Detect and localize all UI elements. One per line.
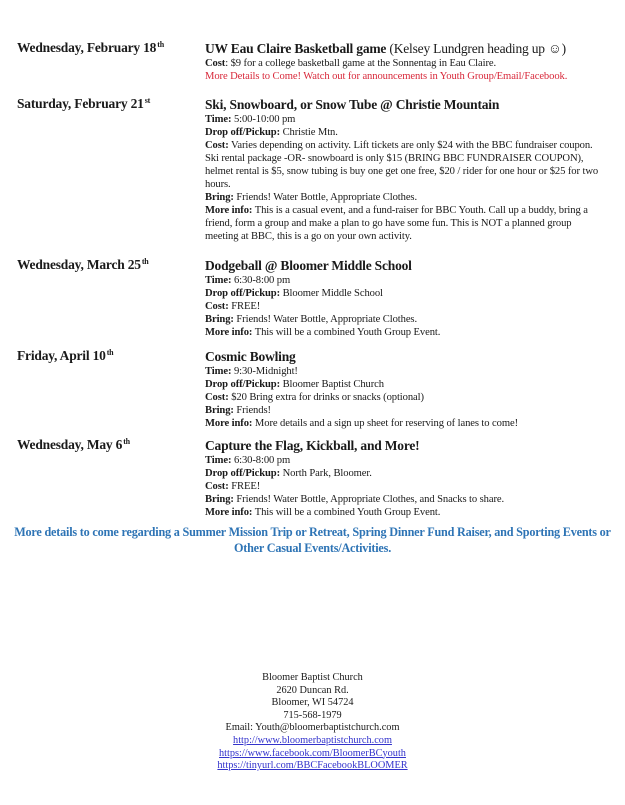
event-more-info [205, 326, 600, 339]
time-label: Time: [205, 114, 232, 125]
cost-value: FREE! [231, 301, 261, 312]
cost-label: Cost: [205, 392, 229, 403]
event-cost [205, 139, 600, 152]
dropoff-label: Drop off/Pickup: [205, 379, 281, 390]
date-suffix: th [106, 348, 114, 357]
time-value: 6:30-8:00 pm [233, 275, 291, 286]
more-info-label: More info: [205, 507, 253, 518]
tinyurl-link[interactable]: https://tinyurl.com/BBCFacebookBLOOMER [217, 760, 408, 772]
event-cost [205, 480, 600, 493]
event-title [205, 40, 600, 57]
cost-label: Cost [205, 58, 226, 69]
cost-value: Varies depending on activity. Lift tickets are only $24 with the BBC fundraiser coupon. [231, 140, 593, 151]
cost-label: Cost: [205, 301, 229, 312]
contact-footer [0, 672, 625, 773]
event-body [205, 437, 600, 519]
cost-label: Cost: [205, 481, 229, 492]
facebook-link[interactable]: https://www.facebook.com/BloomerBCyouth [219, 747, 406, 759]
more-info-label: More info: [205, 205, 253, 216]
event-cost [205, 391, 600, 404]
time-label: Time: [205, 455, 232, 466]
more-info-label: More info: [205, 327, 253, 338]
date-suffix: st [144, 96, 151, 105]
time-value: 6:30-8:00 pm [233, 455, 291, 466]
phone-number: 715-568-1979 [283, 709, 342, 721]
event-cost [205, 57, 600, 70]
cost-value: $20 Bring extra for drinks or snacks (optional) [231, 392, 424, 403]
street-address: 2620 Duncan Rd. [276, 684, 349, 696]
event-body [205, 257, 600, 339]
dropoff-label: Drop off/Pickup: [205, 468, 281, 479]
event-bring [205, 313, 600, 326]
bring-label: Bring: [205, 192, 234, 203]
event-cost [205, 300, 600, 313]
event-title: Dodgeball @ Bloomer Middle School [205, 258, 412, 273]
event-time [205, 454, 600, 467]
event-dropoff [205, 126, 600, 139]
time-value: 5:00-10:00 pm [233, 114, 296, 125]
bring-label: Bring: [205, 314, 234, 325]
event-more-info [205, 417, 600, 430]
time-label: Time: [205, 366, 232, 377]
sep: : [225, 58, 231, 69]
event-date [17, 437, 130, 453]
more-info-label: More info: [205, 418, 253, 429]
event-body [205, 348, 600, 430]
title-text: UW Eau Claire Basketball game [205, 41, 387, 56]
event-highlight: More Details to Come! Watch out for announcements in Youth Group/Email/Facebook. [205, 71, 568, 82]
website-link[interactable]: http://www.bloomerbaptistchurch.com [233, 734, 392, 746]
more-info-value: More details and a sign up sheet for reserving of lanes to come! [254, 418, 518, 429]
event-dropoff [205, 467, 600, 480]
bring-value: Friends! Water Bottle, Appropriate Clothes. [236, 192, 417, 203]
event-date [17, 96, 150, 112]
more-info-value: This is a casual event, and a fund-raiser for BBC Youth. Call up a buddy, bring a friend, form a group and make a plan to go have some fun. This is NOT a planned group meeting at BBC, this is a go on your own activity. [205, 205, 588, 242]
city-state-zip: Bloomer, WI 54724 [271, 697, 354, 709]
event-date [17, 257, 149, 273]
more-info-value: This will be a combined Youth Group Event. [254, 507, 441, 518]
closing-note: More details to come regarding a Summer Mission Trip or Retreat, Spring Dinner Fund Raiser, and Sporting Events or Other Casual Events/Activities. [14, 525, 611, 555]
event-bring [205, 191, 600, 204]
bring-value: Friends! Water Bottle, Appropriate Clothes, and Snacks to share. [236, 494, 505, 505]
event-body [205, 96, 600, 243]
time-label: Time: [205, 275, 232, 286]
event-date [17, 348, 113, 364]
dropoff-label: Drop off/Pickup: [205, 288, 281, 299]
title-note: (Kelsey Lundgren heading up ☺) [389, 41, 566, 56]
bring-label: Bring: [205, 405, 234, 416]
event-more-info [205, 506, 600, 519]
cost-value: FREE! [231, 481, 261, 492]
time-value: 9:30-Midnight! [233, 366, 298, 377]
event-title: Ski, Snowboard, or Snow Tube @ Christie Mountain [205, 97, 500, 112]
event-dropoff [205, 378, 600, 391]
date-text: Wednesday, March 25 [17, 257, 141, 272]
dropoff-value: North Park, Bloomer. [282, 468, 372, 479]
event-body [205, 40, 600, 83]
date-text: Friday, April 10 [17, 348, 106, 363]
event-date [17, 40, 164, 56]
cost-value: $9 for a college basketball game at the Sonnentag in Eau Claire. [230, 58, 497, 69]
event-more-info [205, 204, 600, 243]
date-text: Wednesday, May 6 [17, 437, 123, 452]
event-bring [205, 404, 600, 417]
dropoff-value: Bloomer Middle School [282, 288, 383, 299]
bring-label: Bring: [205, 494, 234, 505]
event-rental-info: Ski rental package -OR- snowboard is only $15 (BRING BBC FUNDRAISER COUPON), helmet rental is $5, snow tubing is buy one get one free, $20 / rider for one hour or $25 for two hours. [205, 153, 599, 190]
event-time [205, 365, 600, 378]
more-info-value: This will be a combined Youth Group Event. [254, 327, 441, 338]
dropoff-value: Christie Mtn. [282, 127, 338, 138]
date-suffix: th [157, 40, 164, 49]
dropoff-value: Bloomer Baptist Church [282, 379, 384, 390]
cost-label: Cost: [205, 140, 229, 151]
date-suffix: th [123, 437, 130, 446]
event-time [205, 274, 600, 287]
date-suffix: th [141, 257, 149, 266]
bring-value: Friends! Water Bottle, Appropriate Clothes. [236, 314, 417, 325]
event-time [205, 113, 600, 126]
church-name: Bloomer Baptist Church [262, 672, 363, 683]
event-title: Capture the Flag, Kickball, and More! [205, 438, 420, 453]
event-dropoff [205, 287, 600, 300]
dropoff-label: Drop off/Pickup: [205, 127, 281, 138]
date-text: Saturday, February 21 [17, 96, 144, 111]
event-bring [205, 493, 600, 506]
bring-value: Friends! [236, 405, 271, 416]
date-text: Wednesday, February 18 [17, 40, 157, 55]
email-address: Email: Youth@bloomerbaptistchurch.com [225, 722, 400, 734]
event-title: Cosmic Bowling [205, 349, 296, 364]
